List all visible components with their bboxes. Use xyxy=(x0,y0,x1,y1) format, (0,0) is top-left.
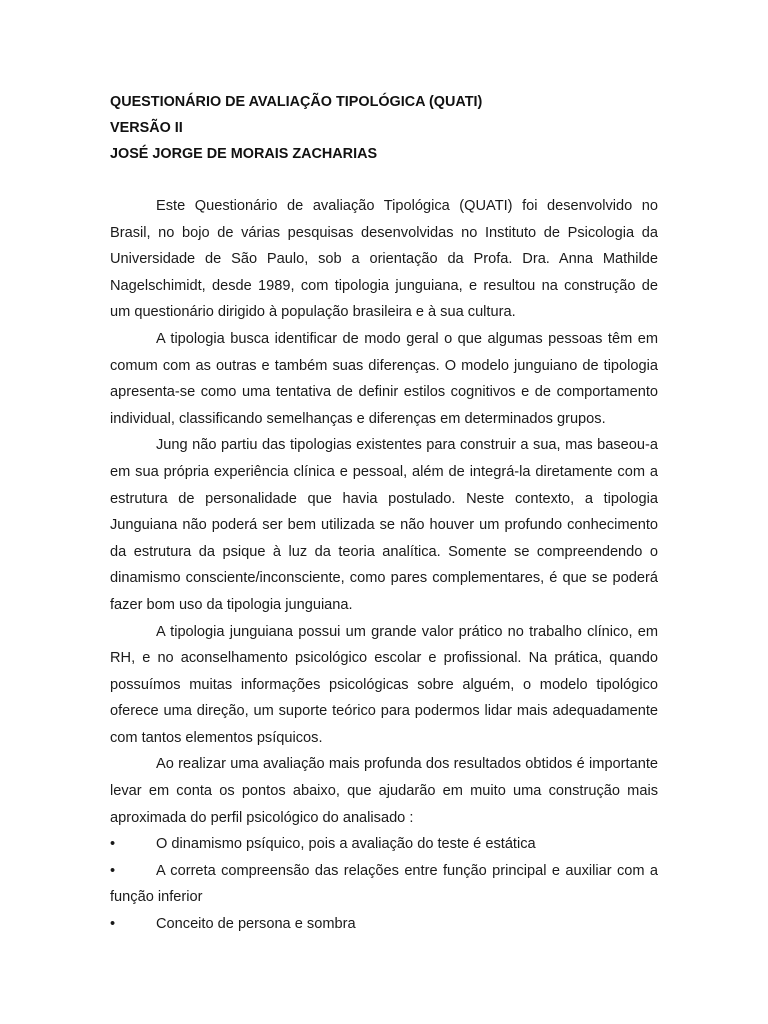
document-author: JOSÉ JORGE DE MORAIS ZACHARIAS xyxy=(110,146,378,162)
list-item xyxy=(110,831,658,858)
list-item-text: Conceito de persona e sombra xyxy=(156,916,356,933)
list-item xyxy=(110,858,658,911)
paragraph-jung-origin: Jung não partiu das tipologias existentes para construir a sua, mas baseou-a em sua própria experiência clínica e pessoal, além de integrá-la diretamente com a estrutura de personalidade que havia postulado. Neste contexto, a tipologia Junguiana não poderá ser bem utilizada se não houver um profundo conhecimento da estrutura da psique à luz da teoria analítica. Somente se compreendendo o dinamismo consciente/inconsciente, como pares complementares, é que se poderá fazer bom uso da tipologia junguiana. xyxy=(110,437,658,613)
list-item-text: A correta compreensão das relações entre função principal e auxiliar com a função inferior xyxy=(110,862,658,906)
bullet-icon: • xyxy=(110,862,116,879)
bullet-icon: • xyxy=(110,916,116,933)
paragraph-typology-definition: A tipologia busca identificar de modo geral o que algumas pessoas têm em comum com as outras e também suas diferenças. O modelo junguiano de tipologia apresenta-se como uma tentativa de definir estilos cognitivos e de comportamento individual, classificando semelhanças e diferenças em determinados grupos. xyxy=(110,330,658,427)
paragraph-practical-value: A tipologia junguiana possui um grande valor prático no trabalho clínico, em RH, e no aconselhamento psicológico escolar e profissional. Na prática, quando possuímos muitas informações psicológicas sobre alguém, o modelo tipológico oferece uma direção, um suporte teórico para podermos lidar mais adequadamente com tantos elementos psíquicos. xyxy=(110,623,658,746)
document-body xyxy=(110,193,658,938)
list-item-text: O dinamismo psíquico, pois a avaliação do teste é estática xyxy=(156,836,536,853)
paragraph-intro: Este Questionário de avaliação Tipológica (QUATI) foi desenvolvido no Brasil, no bojo de várias pesquisas desenvolvidas no Instituto de Psicologia da Universidade de São Paulo, sob a orientação da Profa. Dra. Anna Mathilde Nagelschimidt, desde 1989, com tipologia junguiana, e resultou na construção de um questionário dirigido à população brasileira e à sua cultura. xyxy=(110,198,658,321)
document-title: QUESTIONÁRIO DE AVALIAÇÃO TIPOLÓGICA (QUATI) xyxy=(110,94,483,110)
evaluation-points-list xyxy=(110,831,658,937)
paragraph-evaluation-points: Ao realizar uma avaliação mais profunda dos resultados obtidos é importante levar em conta os pontos abaixo, que ajudarão em muito uma construção mais aproximada do perfil psicológico do analisado : xyxy=(110,756,658,826)
document-version: VERSÃO II xyxy=(110,120,183,136)
bullet-icon: • xyxy=(110,836,116,853)
list-item xyxy=(110,911,658,938)
